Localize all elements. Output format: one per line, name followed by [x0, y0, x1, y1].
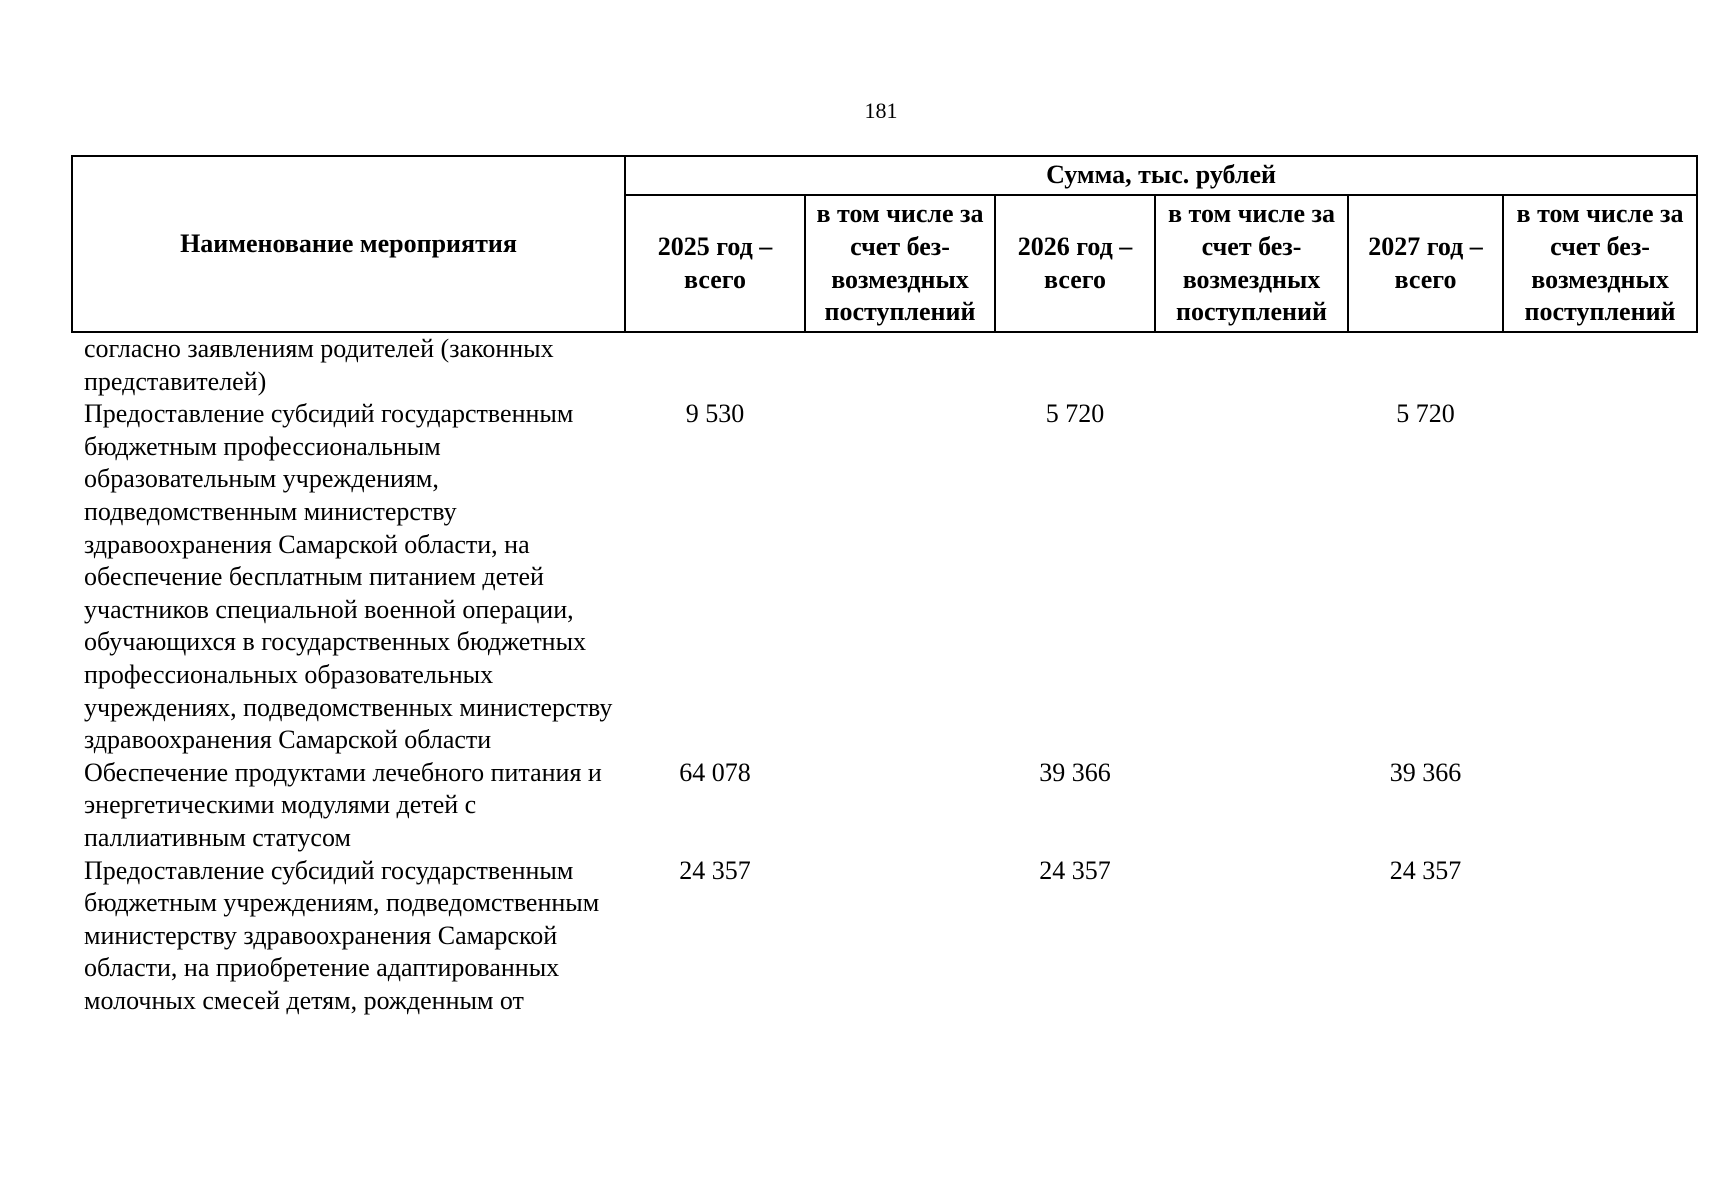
event-name-cell: согласно заявлениям родителей (законных представителей) [84, 334, 554, 396]
value-2026-including [1155, 855, 1348, 1018]
value-2026-total: 5 720 [1045, 399, 1105, 429]
event-name-cell: Предоставление субсидий государственным бюджетным учреждениям, подведомственным министерству здравоохранения Самарской области, на приобретение адаптированных молочных смесей детям, рожденным от [84, 855, 600, 1015]
value-2025-including [805, 332, 995, 398]
table-row [72, 855, 1697, 1018]
header-sum-group: Сумма, тыс. рублей [625, 156, 1697, 195]
header-2027-including: в том числе за счет без-возмездных поступлений [1503, 195, 1697, 332]
table-row [72, 332, 1697, 398]
value-2027-total: 24 357 [1389, 855, 1462, 885]
header-2025-total: 2025 год – всего [625, 195, 805, 332]
table-row [72, 757, 1697, 855]
value-2025-total: 64 078 [679, 757, 751, 787]
value-2027-total [1348, 332, 1503, 398]
value-2025-total: 9 530 [685, 399, 745, 429]
header-2026-total: 2026 год – всего [995, 195, 1155, 332]
value-2025-including [805, 855, 995, 1018]
value-2025-total [625, 332, 805, 398]
value-2026-including [1155, 398, 1348, 757]
value-2027-including [1503, 757, 1697, 855]
event-name-cell: Обеспечение продуктами лечебного питания и энергетическими модулями детей с паллиативным статусом [84, 757, 602, 852]
event-name-cell: Предоставление субсидий государственным бюджетным профессиональным образовательным учреждениям, подведомственным министерству здравоохранения Самарской области, на обеспечение бесплатным питанием детей участников специальной военной операции, обучающихся в государственных бюджетных профессиональных образовательных учреждениях, подведомственных министерству здравоохранения Самарской области [84, 399, 613, 755]
value-2027-including [1503, 398, 1697, 757]
value-2025-total: 24 357 [679, 855, 751, 885]
value-2027-total: 5 720 [1396, 399, 1455, 429]
header-2025-including: в том числе за счет без-возмездных поступлений [805, 195, 995, 332]
value-2025-including [805, 398, 995, 757]
header-event-name: Наименование мероприятия [72, 156, 625, 332]
header-2027-total: 2027 год – всего [1348, 195, 1503, 332]
value-2026-total: 24 357 [1039, 855, 1111, 885]
value-2026-including [1155, 332, 1348, 398]
value-2027-total: 39 366 [1389, 757, 1462, 787]
value-2026-total [995, 332, 1155, 398]
header-2026-including: в том числе за счет без-возмездных поступлений [1155, 195, 1348, 332]
value-2026-including [1155, 757, 1348, 855]
value-2027-including [1503, 855, 1697, 1018]
value-2027-including [1503, 332, 1697, 398]
budget-table [71, 155, 1698, 1017]
table-row [72, 398, 1697, 757]
page-number: 181 [864, 98, 898, 123]
value-2026-total: 39 366 [1039, 757, 1111, 787]
value-2025-including [805, 757, 995, 855]
